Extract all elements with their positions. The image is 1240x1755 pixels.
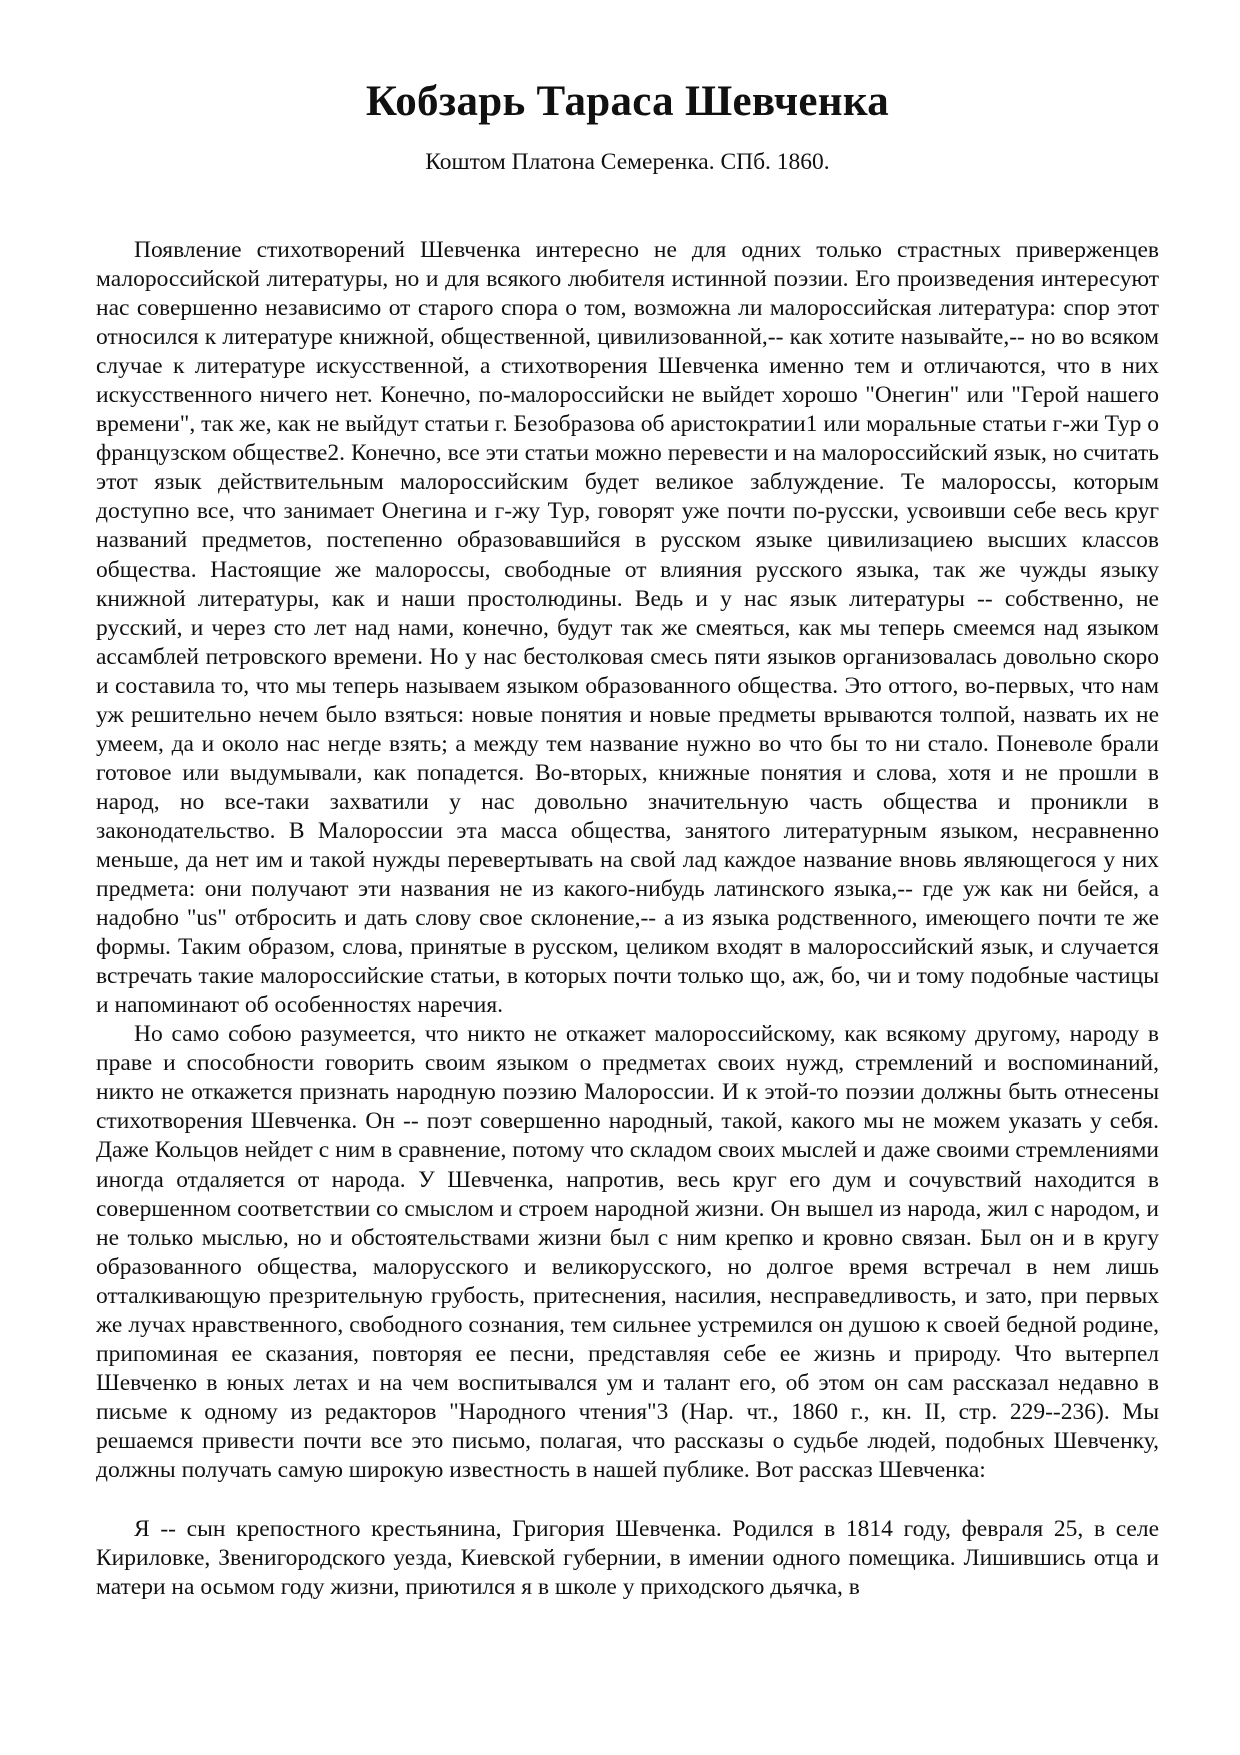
paragraph: Я -- сын крепостного крестьянина, Григория Шевченка. Родился в 1814 году, февраля 25, в селе Кириловке, Звенигородского уезда, Киевской губернии, в имении одного помещика. Лишившись отца и матери на осьмом году жизни, приютился я в школе у приходского дьячка, в <box>96 1516 1159 1601</box>
paragraph: Появление стихотворений Шевченка интересно не для одних только страстных приверженцев малороссийской литературы, но и для всякого любителя истинной поэзии. Его произведения интересуют нас совершенно независимо от старого спора о том, возможна ли малороссийская литература: спор этот относился к литературе книжной, общественной, цивилизованной,-- как хотите называйте,-- но во всяком случае к литературе искусственной, а стихотворения Шевченка именно тем и отличаются, что в них искусственного ничего нет. Конечно, по-малороссийски не выйдет хорошо "Онегин" или "Герой нашего времени", так же, как не выйдут статьи г. Безобразова об аристократии1 или моральные статьи г-жи Тур о французском обществе2. Конечно, все эти статьи можно перевести и на малороссийский язык, но считать этот язык действительным малороссийским будет великое заблуждение. Те малороссы, которым доступно все, что занимает Онегина и г-жу Тур, говорят уже почти по-русски, усвоивши себе весь круг названий предметов, постепенно образовавшийся в русском языке цивилизациею высших классов общества. Настоящие же малороссы, свободные от влияния русского языка, так же чужды языку книжной литературы, как и наши простолюдины. Ведь и у нас язык литературы -- собственно, не русский, и через сто лет над нами, конечно, будут так же смеяться, как мы теперь смеемся над языком ассамблей петровского времени. Но у нас бестолковая смесь пяти языков организовалась довольно скоро и составила то, что мы теперь называем языком образованного общества. Это оттого, во-первых, что нам уж решительно нечем было взяться: новые понятия и новые предметы врываются толпой, назвать их не умеем, да и около нас негде взять; а между тем название нужно во что бы то ни стало. Поневоле брали готовое или выдумывали, как попадется. Во-вторых, книжные понятия и слова, хотя и не прошли в народ, но все-таки захватили у нас довольно значительную часть общества и проникли в законодательство. В Малороссии эта масса общества, занятого литературным языком, несравненно меньше, да нет им и такой нужды перевертывать на свой лад каждое название вновь являющегося у них предмета: они получают эти названия не из какого-нибудь латинского языка,-- где уж как ни бейся, а надобно "us" отбросить и дать слову свое склонение,-- а из языка родственного, имеющего почти те же формы. Таким образом, слова, принятые в русском, целиком входят в малороссийский язык, и случается встречать такие малороссийские статьи, в которых почти только що, аж, бо, чи и тому подобные частицы и напоминают об особенностях наречия. <box>96 237 1159 1019</box>
document-subtitle: Коштом Платона Семеренка. СПб. 1860. <box>425 149 830 175</box>
document-body <box>96 236 1159 1602</box>
paragraph: Но само собою разумеется, что никто не откажет малороссийскому, как всякому другому, народу в праве и способности говорить своим языком о предметах своих нужд, стремлений и воспоминаний, никто не откажется признать народную поэзию Малороссии. И к этой-то поэзии должны быть отнесены стихотворения Шевченка. Он -- поэт совершенно народный, такой, какого мы не можем указать у себя. Даже Кольцов нейдет с ним в сравнение, потому что складом своих мыслей и даже своими стремлениями иногда отдаляется от народа. У Шевченка, напротив, весь круг его дум и сочувствий находится в совершенном соответствии со смыслом и строем народной жизни. Он вышел из народа, жил с народом, и не только мыслью, но и обстоятельствами жизни был с ним крепко и кровно связан. Был он и в кругу образованного общества, малорусского и великорусского, но долгое время встречал в нем лишь отталкивающую презрительную грубость, притеснения, насилия, несправедливость, и зато, при первых же лучах нравственного, свободного сознания, тем сильнее устремился он душою к своей бедной родине, припоминая ее сказания, повторяя ее песни, представляя себе ее жизнь и природу. Что вытерпел Шевченко в юных летах и на чем воспитывался ум и талант его, об этом он сам рассказал недавно в письме к одному из редакторов "Народного чтения"3 (Нар. чт., 1860 г., кн. II, стр. 229--236). Мы решаемся привести почти все это письмо, полагая, что рассказы о судьбе людей, подобных Шевченку, должны получать самую широкую известность в нашей публике. Вот рассказ Шевченка: <box>96 1021 1159 1483</box>
document-page <box>96 72 1159 1602</box>
document-title: Кобзарь Тараса Шевченка <box>365 78 890 125</box>
